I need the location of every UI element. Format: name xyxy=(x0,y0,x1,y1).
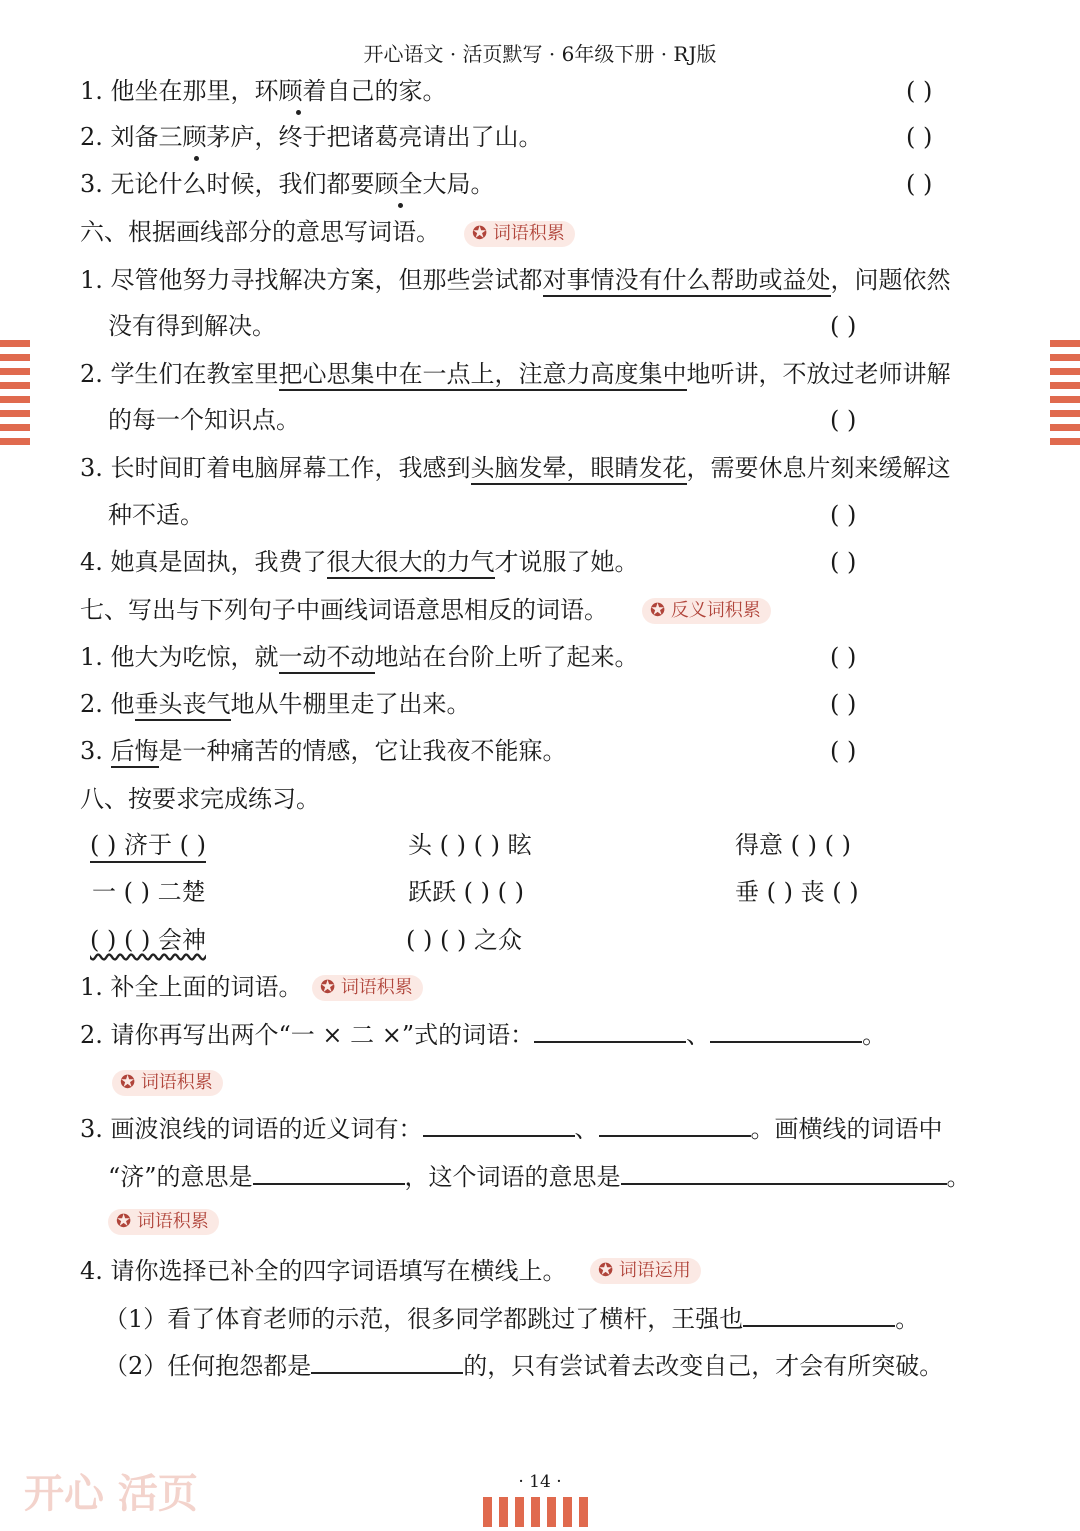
section-6-tag: ✪ 词语积累 xyxy=(464,221,575,247)
answer-paren-wide[interactable]: ( ) xyxy=(830,406,857,434)
tag-text: 词语运用 xyxy=(618,1260,691,1281)
idiom-r3c1[interactable]: ( ) ( ) 会神 xyxy=(90,926,206,954)
emphasis-dot xyxy=(296,110,301,115)
answer-paren-wide[interactable]: ( ) xyxy=(830,548,857,576)
answer-paren-wide[interactable]: ( ) xyxy=(830,737,857,765)
page-header: 开心语文 · 活页默写 · 6年级下册 · RJ版 xyxy=(363,42,717,66)
s6-q1-cont: 没有得到解决。 xyxy=(108,312,276,340)
answer-blank[interactable] xyxy=(621,1161,947,1185)
s8-q1: 1. 补全上面的词语。 xyxy=(80,973,303,1001)
s7-q1-part-a: 1. 他大为吃惊，就 xyxy=(80,643,279,671)
answer-blank[interactable] xyxy=(710,1019,862,1043)
s7-q1-underlined: 一动不动 xyxy=(279,643,375,674)
idiom-r1c1[interactable]: ( ) 济于 ( ) xyxy=(90,830,206,863)
answer-blank[interactable] xyxy=(534,1019,686,1043)
s8-q4-1-text: （1）看了体育老师的示范，很多同学都跳过了横杆，王强也 xyxy=(104,1305,744,1333)
s6-q2-underlined: 把心思集中在一点上，注意力高度集中 xyxy=(279,360,687,391)
idiom-r1c3[interactable]: 得意 ( ) ( ) xyxy=(735,831,851,859)
s8-q2 xyxy=(80,1019,886,1050)
s6-q3-part-a: 3. 长时间盯着电脑屏幕工作，我感到 xyxy=(80,454,471,482)
s7-q1-part-b: 地站在台阶上听了起来。 xyxy=(374,643,639,671)
s5-q3-num: 3. xyxy=(80,170,103,198)
s6-q2-part-a: 2. 学生们在教室里 xyxy=(80,360,279,388)
s6-q1-underlined: 对事情没有什么帮助或益处 xyxy=(543,266,831,297)
section-7-title: 七、写出与下列句子中画线词语意思相反的词语。 xyxy=(80,596,608,624)
separator: 、 xyxy=(686,1021,711,1049)
s6-q3-cont: 种不适。 xyxy=(108,501,204,529)
section-6-title: 六、根据画线部分的意思写词语。 xyxy=(80,218,440,246)
period: 。 xyxy=(895,1305,920,1333)
s8-q4-1 xyxy=(104,1303,919,1334)
answer-paren[interactable]: ( ) xyxy=(906,77,933,105)
answer-blank[interactable] xyxy=(253,1161,405,1185)
s7-q2-part-a: 2. 他 xyxy=(80,690,135,718)
tag-text: 反义词积累 xyxy=(670,600,761,621)
s5-q1-num: 1. xyxy=(80,77,103,105)
idiom-r1c2[interactable]: 头 ( ) ( ) 眩 xyxy=(408,831,532,859)
s5-q1-text: 他坐在那里，环顾着自己的家。 xyxy=(110,77,447,105)
s8-q3 xyxy=(80,1113,943,1144)
answer-paren-wide[interactable]: ( ) xyxy=(830,690,857,718)
s7-q3 xyxy=(80,736,567,766)
s8-q4-tag: ✪ 词语运用 xyxy=(590,1258,701,1284)
s8-q1-tag: ✪ 词语积累 xyxy=(312,975,423,1001)
emphasis-dot xyxy=(194,156,199,161)
tag-text: 词语积累 xyxy=(140,1072,213,1093)
s7-q2 xyxy=(80,689,471,719)
s6-q1 xyxy=(80,265,951,295)
s7-q3-part-a: 3. xyxy=(80,737,111,765)
s8-q2-prompt: 2. 请你再写出两个“一 × 二 ×”式的词语： xyxy=(80,1021,535,1049)
left-stripes-decoration xyxy=(0,340,30,452)
s8-q3-part-d: ，这个词语的意思是 xyxy=(404,1163,621,1191)
section-7-tag: ✪ 反义词积累 xyxy=(642,598,771,624)
s8-q4: 4. 请你选择已补全的四字词语填写在横线上。 xyxy=(80,1257,567,1285)
idiom-r2c1[interactable]: 一 ( ) 二楚 xyxy=(92,878,206,906)
period: 。 xyxy=(862,1021,887,1049)
s6-q1-part-b: ，问题依然 xyxy=(830,266,951,294)
s6-q3-underlined: 头脑发晕，眼睛发花 xyxy=(471,454,687,485)
s6-q3-part-b: ，需要休息片刻来缓解这 xyxy=(686,454,951,482)
answer-paren-wide[interactable]: ( ) xyxy=(830,501,857,529)
s8-q3-tag: ✪ 词语积累 xyxy=(108,1209,219,1235)
s6-q2-part-b: 地听讲，不放过老师讲解 xyxy=(686,360,951,388)
emphasis-dot xyxy=(398,203,403,208)
page-number: · 14 · xyxy=(518,1472,562,1492)
tag-text: 词语积累 xyxy=(136,1211,209,1232)
answer-paren-wide[interactable]: ( ) xyxy=(830,312,857,340)
watermark-text: 开心 活页 xyxy=(24,1471,198,1517)
s8-q4-2 xyxy=(104,1350,943,1381)
s6-q3 xyxy=(80,453,951,483)
idiom-r2c3[interactable]: 垂 ( ) 丧 ( ) xyxy=(735,878,859,906)
s6-q4 xyxy=(80,547,639,577)
s6-q4-underlined: 很大很大的力气 xyxy=(327,548,495,579)
s5-q1 xyxy=(80,76,447,106)
answer-blank[interactable] xyxy=(311,1350,463,1374)
answer-paren[interactable]: ( ) xyxy=(906,170,933,198)
answer-paren[interactable]: ( ) xyxy=(906,123,933,151)
answer-blank[interactable] xyxy=(423,1113,575,1137)
period: 。 xyxy=(946,1163,971,1191)
section-8-title: 八、按要求完成练习。 xyxy=(80,785,320,813)
s8-q3-prompt: 3. 画波浪线的词语的近义词有： xyxy=(80,1115,423,1143)
s6-q2-cont: 的每一个知识点。 xyxy=(108,406,300,434)
s6-q1-part-a: 1. 尽管他努力寻找解决方案，但那些尝试都 xyxy=(80,266,543,294)
tag-text: 词语积累 xyxy=(492,223,565,244)
separator: 、 xyxy=(574,1115,599,1143)
tag-text: 词语积累 xyxy=(340,977,413,998)
s5-q3-text: 无论什么时候，我们都要顾全大局。 xyxy=(110,170,495,198)
s7-q2-underlined: 垂头丧气 xyxy=(135,690,231,721)
idiom-r3c2[interactable]: ( ) ( ) 之众 xyxy=(406,926,522,954)
s8-q3-cont xyxy=(108,1161,971,1192)
s7-q1 xyxy=(80,642,639,672)
s7-q3-part-b: 是一种痛苦的情感，它让我夜不能寐。 xyxy=(158,737,567,765)
s7-q3-underlined: 后悔 xyxy=(111,737,159,768)
answer-paren-wide[interactable]: ( ) xyxy=(830,643,857,671)
s8-q4-2-text-a: （2）任何抱怨都是 xyxy=(104,1352,312,1380)
s5-q2-text: 刘备三顾茅庐，终于把诸葛亮请出了山。 xyxy=(110,123,543,151)
s8-q2-tag: ✪ 词语积累 xyxy=(112,1070,223,1096)
idiom-r2c2[interactable]: 跃跃 ( ) ( ) xyxy=(408,878,524,906)
s5-q2 xyxy=(80,122,543,152)
s7-q2-part-b: 地从牛棚里走了出来。 xyxy=(230,690,471,718)
s8-q3-part-b: 。画横线的词语中 xyxy=(750,1115,943,1143)
bottom-stripes-decoration xyxy=(483,1497,595,1531)
answer-blank[interactable] xyxy=(599,1113,751,1137)
s5-q3 xyxy=(80,169,495,199)
s6-q2 xyxy=(80,359,951,389)
s5-q2-num: 2. xyxy=(80,123,103,151)
s8-q3-part-c: “济”的意思是 xyxy=(108,1163,253,1191)
s6-q4-part-b: 才说服了她。 xyxy=(494,548,639,576)
s6-q4-part-a: 4. 她真是固执，我费了 xyxy=(80,548,327,576)
right-stripes-decoration xyxy=(1050,340,1080,452)
s8-q4-2-text-b: 的，只有尝试着去改变自己，才会有所突破。 xyxy=(463,1352,944,1380)
answer-blank[interactable] xyxy=(743,1303,895,1327)
